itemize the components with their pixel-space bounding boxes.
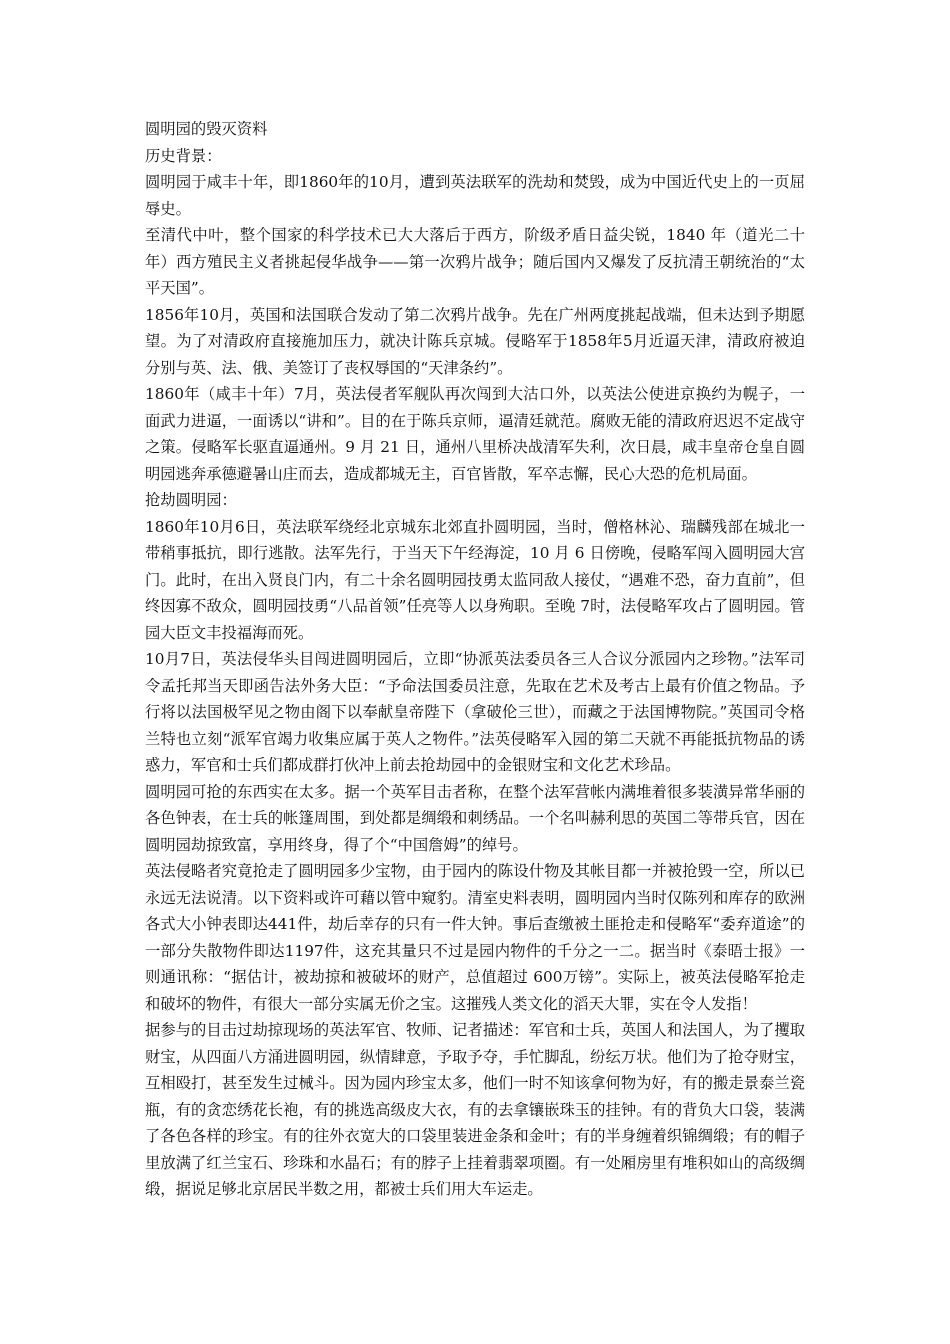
paragraph: 英法侵略者究竟抢走了圆明园多少宝物，由于园内的陈设什物及其帐目都一并被抢毁一空，所以已永远无法说清。以下资料或许可藉以管中窥豹。清室史料表明，圆明园内当时仅陈列和库存的欧洲各式大小钟表即达441件，劫后幸存的只有一件大钟。事后查缴被土匪抢走和侵略军“委弃道途”的一部分失散物件即达1197件，这充其量只不过是园内物件的千分之一二。据当时《泰晤士报》一则通讯称：“据估计，被劫掠和被破坏的财产，总值超过 600万镑”。实际上，被英法侵略军抢走和破坏的物件，有很大一部分实属无价之宝。这摧残人类文化的滔天大罪，实在令人发指！ xyxy=(145,862,805,1013)
section-heading-looting: 抢劫圆明园： xyxy=(145,491,237,509)
paragraph: 1860年（咸丰十年）7月，英法侵者军舰队再次闯到大沽口外，以英法公使进京换约为幌子，一面武力进逼，一面诱以“讲和”。目的在于陈兵京师，逼清廷就范。腐败无能的清政府迟迟不定战守之策。侵略军长驱直逼通州。9 月 21 日，通州八里桥决战清军失利，次日晨，咸丰皇帝仓皇自圆明园逃奔承德避暑山庄而去，造成都城无主，百官皆散，军卒志懈，民心大恐的危机局面。 xyxy=(145,385,805,483)
paragraph: 据参与的目击过劫掠现场的英法军官、牧师、记者描述：军官和士兵，英国人和法国人，为了攫取财宝，从四面八方涌进圆明园，纵情肆意，予取予夺，手忙脚乱，纷纭万状。他们为了抢夺财宝，互相殴打，甚至发生过械斗。因为园内珍宝太多，他们一时不知该拿何物为好，有的搬走景泰兰瓷瓶，有的贪恋绣花长袍，有的挑选高级皮大衣，有的去拿镶嵌珠玉的挂钟。有的背负大口袋，装满了各色各样的珍宝。有的往外衣宽大的口袋里装进金条和金叶；有的半身缠着织锦绸缎；有的帽子里放满了红兰宝石、珍珠和水晶石；有的脖子上挂着翡翠项圈。有一处厢房里有堆积如山的高级绸缎，据说足够北京居民半数之用，都被士兵们用大车运走。 xyxy=(145,1021,805,1198)
paragraph: 10月7日，英法侵华头目闯进圆明园后，立即“协派英法委员各三人合议分派园内之珍物。”法军司令孟托邦当天即函告法外务大臣：“予命法国委员注意，先取在艺术及考古上最有价值之物品。予行将以法国极罕见之物由阁下以奉献皇帝陛下（拿破伦三世），而藏之于法国博物院。”英国司令格兰特也立刻“派军官竭力收集应属于英人之物件。”法英侵略军入园的第二天就不再能抵抗物品的诱惑力，军官和士兵们都成群打伙冲上前去抢劫园中的金银财宝和文化艺术珍品。 xyxy=(145,650,805,774)
paragraph: 1860年10月6日，英法联军绕经北京城东北郊直扑圆明园，当时，僧格林沁、瑞麟残部在城北一带稍事抵抗，即行逃散。法军先行，于当天下午经海淀，10 月 6 日傍晚，侵略军闯入圆明园大宫门。此时，在出入贤良门内，有二十余名圆明园技勇太监同敌人接仗，“遇难不恐，奋力直前”，但终因寡不敌众，圆明园技勇“八品首领”任亮等人以身殉职。至晚 7时，法侵略军攻占了圆明园。管园大臣文丰投福海而死。 xyxy=(145,517,805,642)
paragraph: 圆明园于咸丰十年，即1860年的10月，遭到英法联军的洗劫和焚毁，成为中国近代史上的一页屈辱史。 xyxy=(145,173,805,218)
document-title: 圆明园的毁灭资料 xyxy=(145,120,268,138)
paragraph: 1856年10月，英国和法国联合发动了第二次鸦片战争。先在广州两度挑起战端，但未达到予期愿望。为了对清政府直接施加压力，就决计陈兵京城。侵略军于1858年5月近逼天津，清政府被迫分别与英、法、俄、美签订了丧权辱国的“天津条约”。 xyxy=(145,305,805,377)
document-page xyxy=(145,116,805,1203)
paragraph: 至清代中叶，整个国家的科学技术已大大落后于西方，阶级矛盾日益尖锐，1840 年（道光二十年）西方殖民主义者挑起侵华战争——第一次鸦片战争；随后国内又爆发了反抗清王朝统治的“太平天国”。 xyxy=(145,226,805,297)
paragraph: 圆明园可抢的东西实在太多。据一个英军目击者称，在整个法军营帐内满堆着很多装潢异常华丽的各色钟表，在士兵的帐篷周围，到处都是绸缎和刺绣品。一个名叫赫利思的英国二等带兵官，因在圆明园劫掠致富，享用终身，得了个“中国詹姆”的绰号。 xyxy=(145,782,805,854)
section-heading-background: 历史背景： xyxy=(145,146,222,165)
